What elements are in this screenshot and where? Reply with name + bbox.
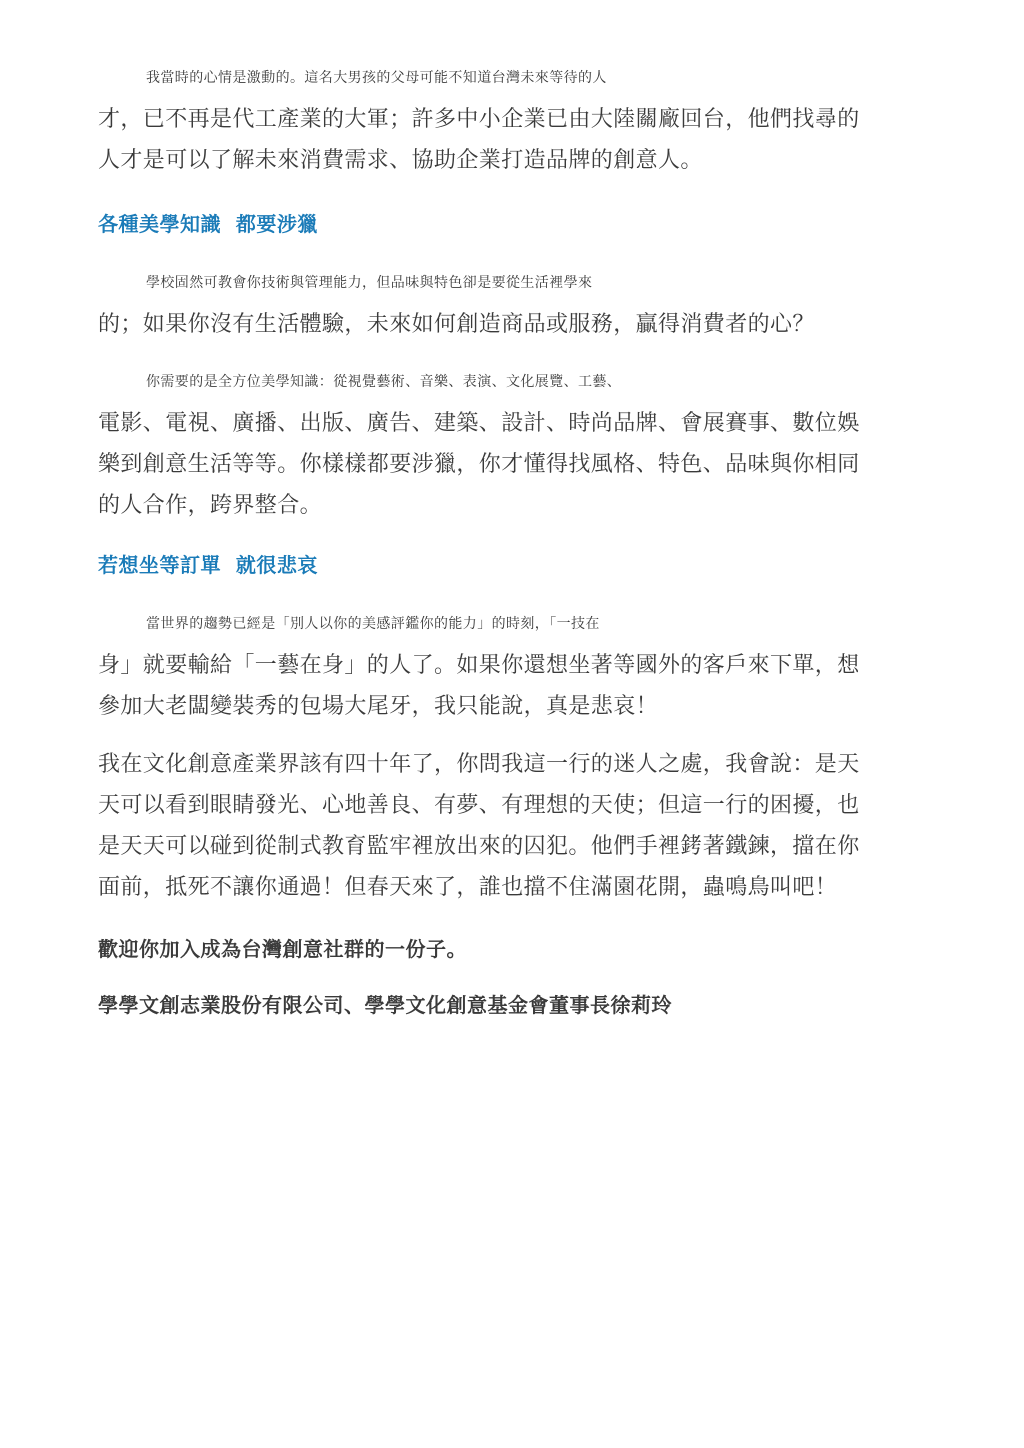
paragraph-line: 你需要的是全方位美學知識：從視覺藝術、音樂、表演、文化展覽、工藝、	[146, 374, 622, 390]
paragraph-line: 學校固然可教會你技術與管理能力，但品味與特色卻是要從生活裡學來	[146, 275, 593, 291]
paragraph-line: 是天天可以碰到從制式教育監牢裡放出來的囚犯。他們手裡銬著鐵鍊，擋在你	[98, 834, 860, 859]
paragraph-line: 的；如果你沒有生活體驗，未來如何創造商品或服務，贏得消費者的心？	[98, 312, 815, 337]
section-heading-1: 各種美學知識 都要涉獵	[98, 212, 318, 236]
paragraph-line: 我在文化創意產業界該有四十年了，你問我這一行的迷人之處，我會說：是天	[98, 752, 860, 777]
closing-welcome: 歡迎你加入成為台灣創意社群的一份子。	[98, 937, 467, 961]
paragraph-line: 樂到創意生活等等。你樣樣都要涉獵，你才懂得找風格、特色、品味與你相同	[98, 452, 860, 477]
paragraph-line: 才，已不再是代工產業的大軍；許多中小企業已由大陸關廠回台，他們找尋的	[98, 107, 860, 132]
paragraph-line: 人才是可以了解未來消費需求、協助企業打造品牌的創意人。	[98, 148, 703, 173]
paragraph-line: 電影、電視、廣播、出版、廣告、建築、設計、時尚品牌、會展賽事、數位娛	[98, 411, 860, 436]
paragraph-2	[98, 263, 920, 345]
paragraph-line: 當世界的趨勢已經是「別人以你的美感評鑑你的能力」的時刻，「一技在	[146, 616, 600, 632]
paragraph-3	[98, 362, 920, 526]
paragraph-4	[98, 604, 920, 727]
paragraph-5	[98, 744, 920, 908]
section-heading-2: 若想坐等訂單 就很悲哀	[98, 553, 318, 577]
paragraph-line: 我當時的心情是激動的。這名大男孩的父母可能不知道台灣未來等待的人	[146, 70, 607, 86]
closing-signature: 學學文創志業股份有限公司、學學文化創意基金會董事長徐莉玲	[98, 993, 672, 1017]
paragraph-line: 參加大老闆變裝秀的包場大尾牙，我只能說，真是悲哀！	[98, 694, 659, 719]
document-page	[98, 58, 920, 1020]
paragraph-line: 面前，抵死不讓你通過！但春天來了，誰也擋不住滿園花開，蟲鳴鳥叫吧！	[98, 875, 838, 900]
paragraph-line: 的人合作，跨界整合。	[98, 493, 323, 518]
paragraph-line: 天可以看到眼睛發光、心地善良、有夢、有理想的天使；但這一行的困擾，也	[98, 793, 860, 818]
paragraph-1	[98, 58, 920, 181]
paragraph-line: 身」就要輸給「一藝在身」的人了。如果你還想坐著等國外的客戶來下單，想	[98, 653, 860, 678]
